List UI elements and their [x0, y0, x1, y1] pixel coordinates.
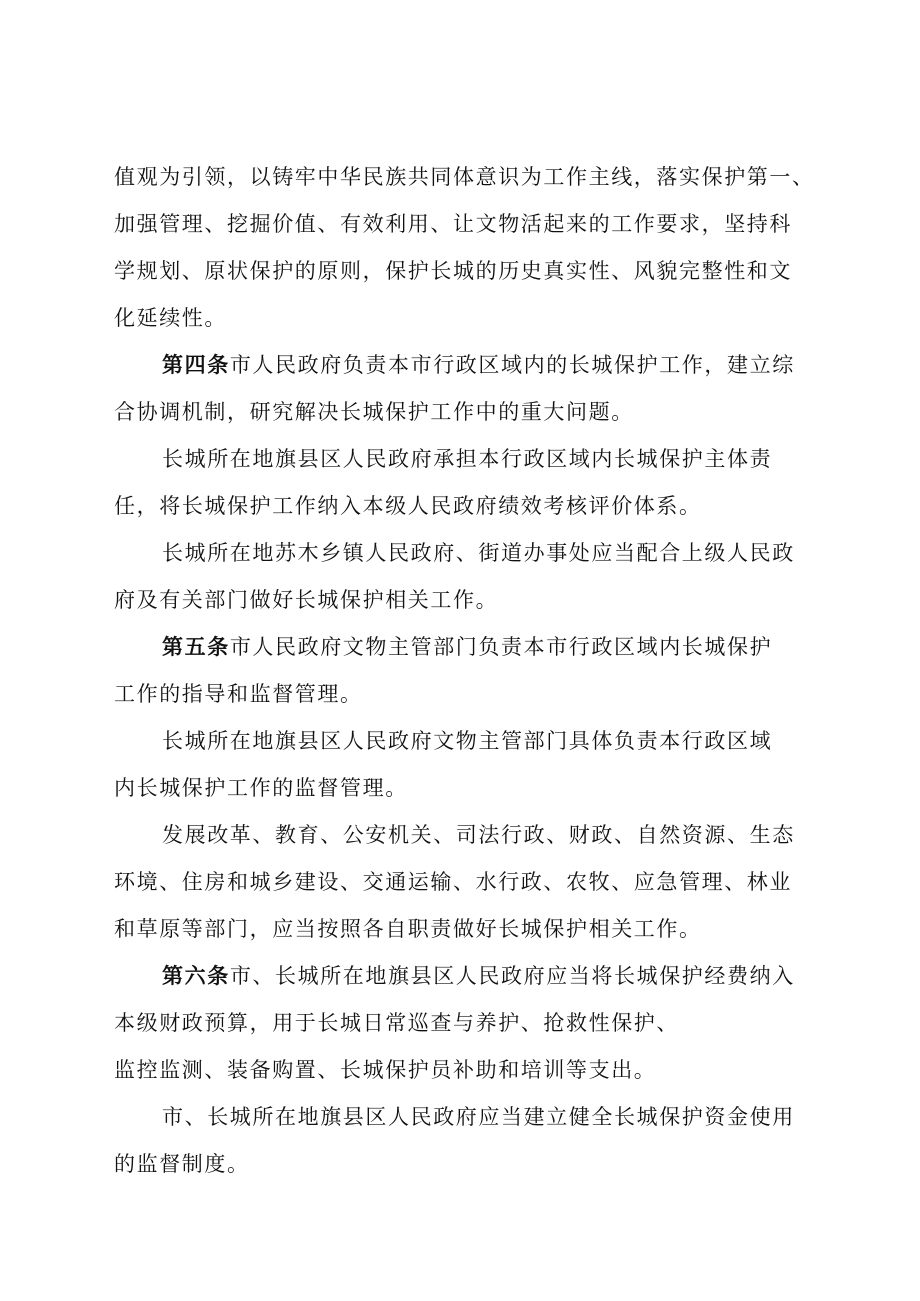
text-line: 化延续性。 — [114, 306, 227, 330]
text-line: 合协调机制，研究解决长城保护工作中的重大问题。 — [114, 400, 634, 424]
text-line: 任，将长城保护工作纳入本级人民政府绩效考核评价体系。 — [114, 494, 702, 518]
article-6-line — [162, 964, 795, 988]
text-line: 环境、住房和城乡建设、交通运输、水行政、农牧、应急管理、林业 — [114, 870, 792, 894]
text-line: 学规划、原状保护的原则，保护长城的历史真实性、风貌完整性和文 — [114, 259, 792, 283]
text-line: 本级财政预算，用于长城日常巡查与养护、抢救性保护、 — [114, 1011, 679, 1035]
article-4-text: 市人民政府负责本市行政区域内的长城保护工作，建立综 — [229, 353, 795, 377]
article-5-text: 市人民政府文物主管部门负责本市行政区域内长城保护 — [229, 635, 773, 659]
text-line: 和草原等部门，应当按照各自职责做好长城保护相关工作。 — [114, 917, 702, 941]
article-5-line — [162, 635, 772, 659]
text-line: 府及有关部门做好长城保护相关工作。 — [114, 588, 499, 612]
text-line: 监控监测、装备购置、长城保护员补助和培训等支出。 — [114, 1058, 657, 1082]
article-4-title: 第四条 — [162, 352, 230, 377]
article-6-title: 第六条 — [162, 963, 230, 988]
text-line: 长城所在地旗县区人民政府文物主管部门具体负责本行政区域 — [162, 729, 773, 753]
article-5-title: 第五条 — [162, 634, 230, 659]
article-4-line — [162, 353, 795, 377]
text-line: 的监督制度。 — [114, 1152, 250, 1176]
text-line: 加强管理、挖掘价值、有效利用、让文物活起来的工作要求，坚持科 — [114, 212, 792, 236]
text-line: 市、长城所在地旗县区人民政府应当建立健全长城保护资金使用 — [162, 1105, 795, 1129]
text-line: 长城所在地旗县区人民政府承担本行政区域内长城保护主体责 — [162, 447, 773, 471]
text-line: 内长城保护工作的监督管理。 — [114, 776, 408, 800]
text-line: 值观为引领，以铸牢中华民族共同体意识为工作主线，落实保护第一、 — [114, 165, 815, 189]
article-6-text: 市、长城所在地旗县区人民政府应当将长城保护经费纳入 — [229, 964, 795, 988]
text-line: 发展改革、教育、公安机关、司法行政、财政、自然资源、生态 — [162, 823, 795, 847]
text-line: 长城所在地苏木乡镇人民政府、街道办事处应当配合上级人民政 — [162, 541, 795, 565]
text-line: 工作的指导和监督管理。 — [114, 682, 363, 706]
